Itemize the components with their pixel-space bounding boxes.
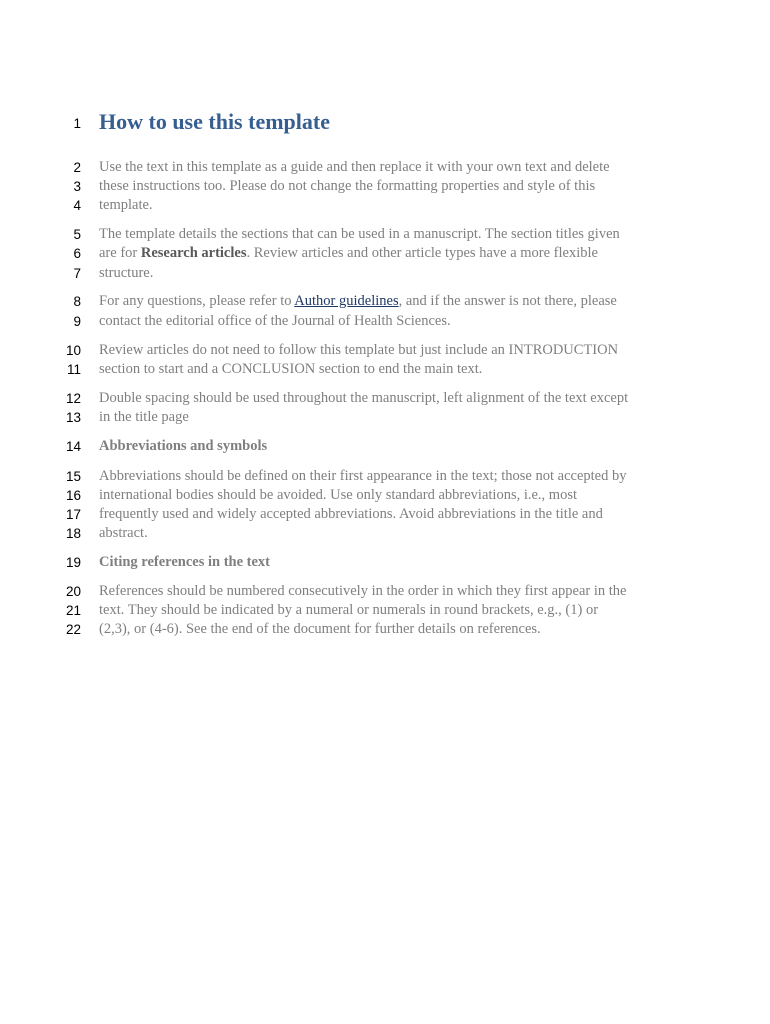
- paragraph-line: contact the editorial office of the Journal of Health Sciences.: [99, 313, 451, 329]
- section-heading-citing-references: Citing references in the text: [99, 554, 270, 570]
- paragraph-line: [99, 244, 598, 263]
- author-guidelines-link[interactable]: Author guidelines: [294, 293, 399, 309]
- line-number: 6: [73, 246, 81, 261]
- line-number: 14: [65, 439, 81, 454]
- text-run: . Review articles and other article types have a more flexible: [246, 245, 598, 261]
- text-run: For any questions, please refer to: [99, 293, 295, 309]
- line-number: 1: [73, 116, 81, 131]
- line-number: 19: [65, 555, 81, 570]
- paragraph-line: structure.: [99, 265, 154, 281]
- paragraph-line: in the title page: [99, 409, 189, 425]
- text-run: are for: [99, 245, 141, 261]
- line-number: 11: [66, 362, 81, 377]
- paragraph-line: (2,3), or (4-6). See the end of the document for further details on references.: [99, 621, 541, 637]
- paragraph-line: template.: [99, 197, 153, 213]
- paragraph-line: section to start and a CONCLUSION section to end the main text.: [99, 361, 483, 377]
- line-number: 16: [65, 488, 81, 503]
- line-number: 17: [65, 507, 81, 522]
- page-title: How to use this template: [99, 109, 330, 134]
- line-number: 8: [73, 294, 81, 309]
- line-number: 18: [65, 526, 81, 541]
- line-number: 2: [73, 160, 81, 175]
- section-heading-abbreviations: Abbreviations and symbols: [99, 438, 268, 454]
- paragraph-line: Abbreviations should be defined on their first appearance in the text; those not accepted by: [99, 468, 627, 484]
- line-number: 10: [65, 343, 81, 358]
- line-number: 12: [65, 391, 81, 406]
- paragraph-line: these instructions too. Please do not change the formatting properties and style of this: [99, 178, 596, 194]
- line-number: 7: [73, 266, 81, 281]
- paragraph-line: Use the text in this template as a guide and then replace it with your own text and delete: [99, 159, 610, 175]
- paragraph-line: international bodies should be avoided. Use only standard abbreviations, i.e., most: [99, 487, 577, 503]
- paragraph-line: References should be numbered consecutively in the order in which they first appear in the: [99, 583, 627, 599]
- line-number: 13: [65, 410, 81, 425]
- line-number: 21: [65, 603, 81, 618]
- paragraph-line: text. They should be indicated by a numeral or numerals in round brackets, e.g., (1) or: [99, 602, 599, 618]
- line-number: 4: [73, 198, 81, 213]
- line-number: 22: [65, 622, 81, 637]
- paragraph-line: frequently used and widely accepted abbreviations. Avoid abbreviations in the title and: [99, 506, 603, 522]
- research-articles-bold: Research articles: [140, 245, 247, 261]
- paragraph-line: abstract.: [99, 525, 148, 541]
- paragraph-line: Double spacing should be used throughout the manuscript, left alignment of the text except: [99, 390, 629, 406]
- line-number: 9: [73, 314, 81, 329]
- line-number: 3: [73, 179, 81, 194]
- line-number: 20: [65, 584, 81, 599]
- text-run: , and if the answer is not there, please: [398, 293, 617, 309]
- paragraph-line: [99, 292, 617, 311]
- line-number: 15: [65, 469, 81, 484]
- paragraph-line: The template details the sections that can be used in a manuscript. The section titles given: [99, 226, 620, 242]
- line-number: 5: [73, 227, 81, 242]
- paragraph-line: Review articles do not need to follow this template but just include an INTRODUCTION: [99, 342, 619, 358]
